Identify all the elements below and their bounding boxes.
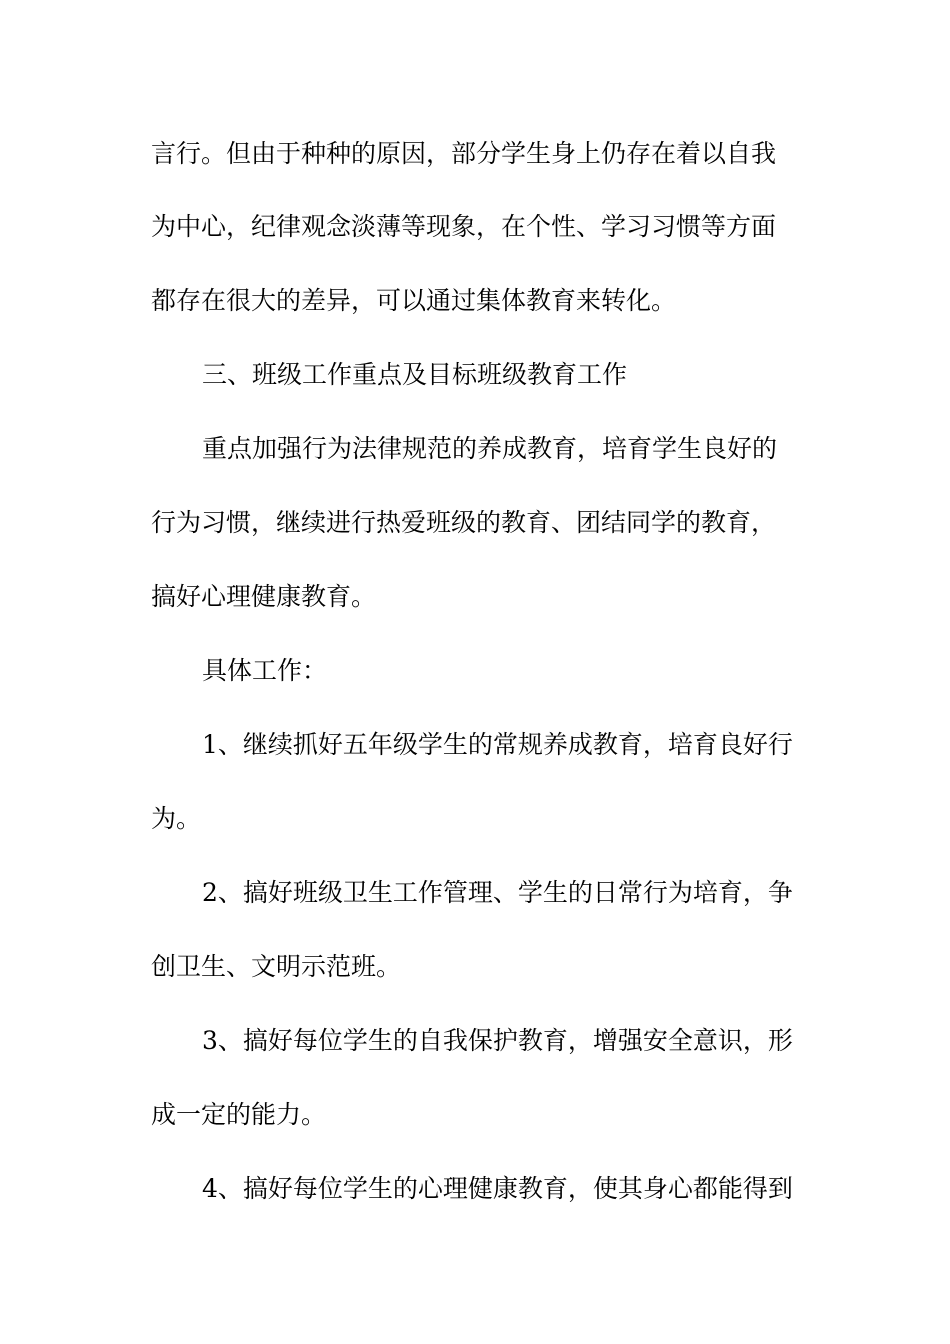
text-line: 言行。但由于种种的原因，部分学生身上仍存在着以自我: [151, 139, 777, 168]
text-line: 具体工作：: [202, 656, 328, 685]
list-item: 3、搞好每位学生的自我保护教育，增强安全意识，形: [202, 1026, 793, 1055]
list-item: 4、搞好每位学生的心理健康教育，使其身心都能得到: [202, 1174, 793, 1203]
list-item: 2、搞好班级卫生工作管理、学生的日常行为培育，争: [202, 878, 793, 907]
text-line: 重点加强行为法律规范的养成教育，培育学生良好的: [202, 434, 778, 463]
section-heading: 三、班级工作重点及目标班级教育工作: [202, 360, 628, 389]
text-line: 为。: [151, 804, 202, 833]
text-line: 创卫生、文明示范班。: [151, 952, 402, 981]
text-line: 为中心，纪律观念淡薄等现象，在个性、学习习惯等方面: [151, 212, 777, 241]
list-item: 1、继续抓好五年级学生的常规养成教育，培育良好行: [202, 730, 793, 759]
text-line: 行为习惯，继续进行热爱班级的教育、团结同学的教育，: [151, 508, 777, 537]
text-line: 成一定的能力。: [151, 1100, 327, 1129]
text-line: 都存在很大的差异，可以通过集体教育来转化。: [151, 286, 677, 315]
text-line: 搞好心理健康教育。: [151, 582, 377, 611]
